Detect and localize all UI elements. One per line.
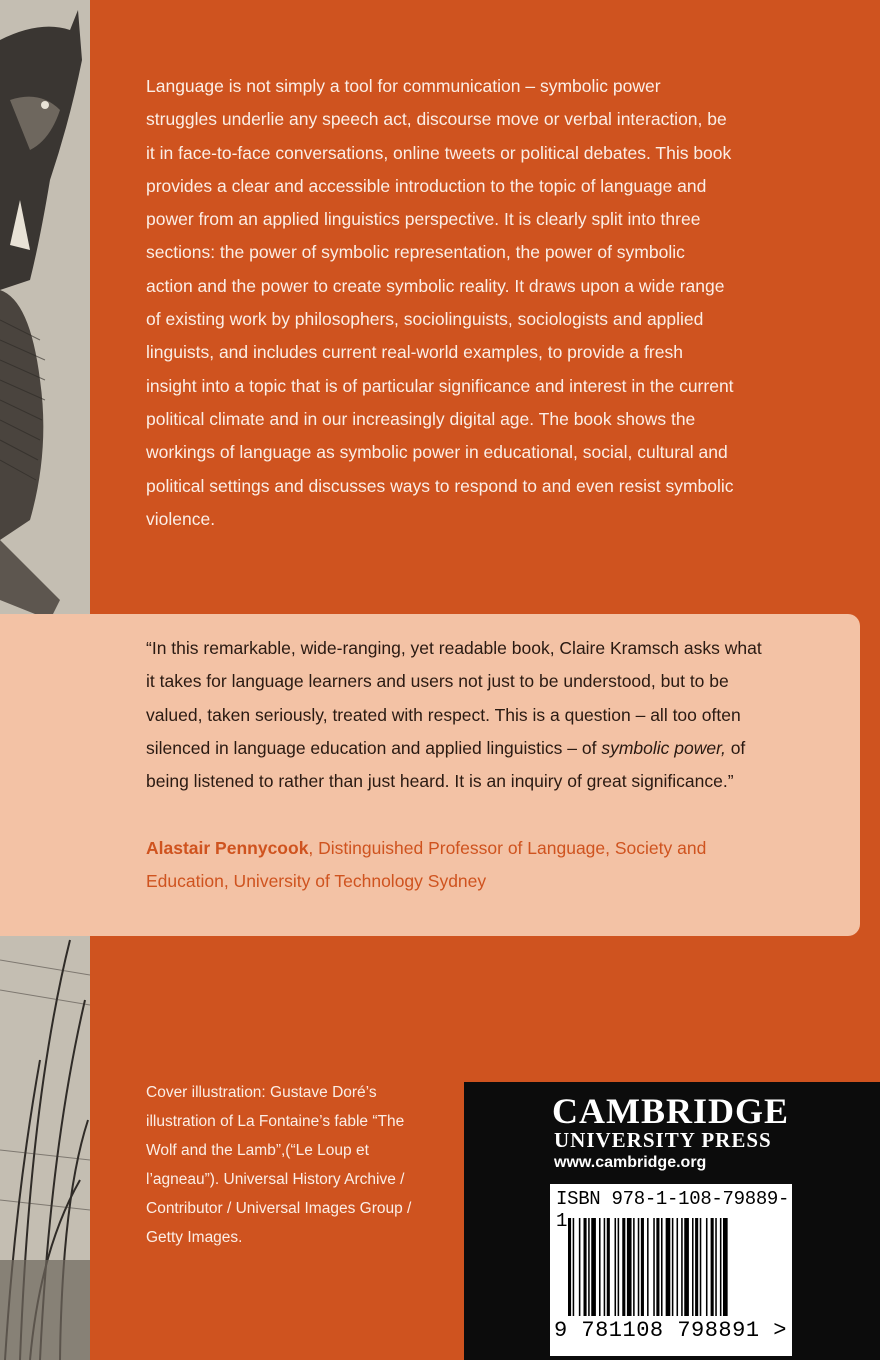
barcode-digits: 9 781108 798891 > (554, 1318, 787, 1343)
barcode-icon (568, 1218, 778, 1316)
quote-text-part2: of being listened to rather than just heard. It is an inquiry of great significance.” (146, 737, 746, 792)
endorsement-quote (146, 632, 766, 798)
quote-text-part1: “In this remarkable, wide-ranging, yet readable book, Claire Kramsch asks what it takes for language learners and users not just to be understood, but to be valued, taken seriously, treated with respect. This is a question – all too often silenced in language education and applied linguistics – of (146, 638, 762, 758)
quote-italic-phrase: symbolic power, (601, 737, 726, 758)
publisher-subtitle: UNIVERSITY PRESS (554, 1128, 772, 1152)
endorser-affiliation: , Distinguished Professor of Language, Society and Education, University of Technology Sydney (146, 838, 707, 892)
endorsement-attribution (146, 832, 766, 899)
publisher-block (464, 1082, 880, 1360)
barcode-panel (550, 1184, 792, 1356)
cover-credit: Cover illustration: Gustave Doré’s illustration of La Fontaine’s fable “The Wolf and the Lamb”,(“Le Loup et l’agneau”). Universal History Archive / Contributor / Universal Images Group / Getty Images. (146, 1084, 412, 1246)
endorser-name: Alastair Pennycook (146, 838, 309, 858)
publisher-url: www.cambridge.org (554, 1154, 707, 1171)
isbn-label: ISBN 978-1-108-79889-1 (556, 1188, 790, 1232)
publisher-name: CAMBRIDGE (552, 1091, 790, 1131)
book-description: Language is not simply a tool for communication – symbolic power struggles underlie any speech act, discourse move or verbal interaction, be it in face-to-face conversations, online tweets or political debates. This book provides a clear and accessible introduction to the topic of language and power from an applied linguistics perspective. It is clearly split into three sections: the power of symbolic representation, the power of symbolic action and the power to create symbolic reality. It draws upon a wide range of existing work by philosophers, sociolinguists, sociologists and applied linguists, and includes current real-world examples, to provide a fresh insight into a topic that is of particular significance and interest in the current political climate and in our increasingly digital age. The book shows the workings of language as symbolic power in educational, social, cultural and political settings and discusses ways to respond to and even resist symbolic violence. (146, 76, 734, 529)
